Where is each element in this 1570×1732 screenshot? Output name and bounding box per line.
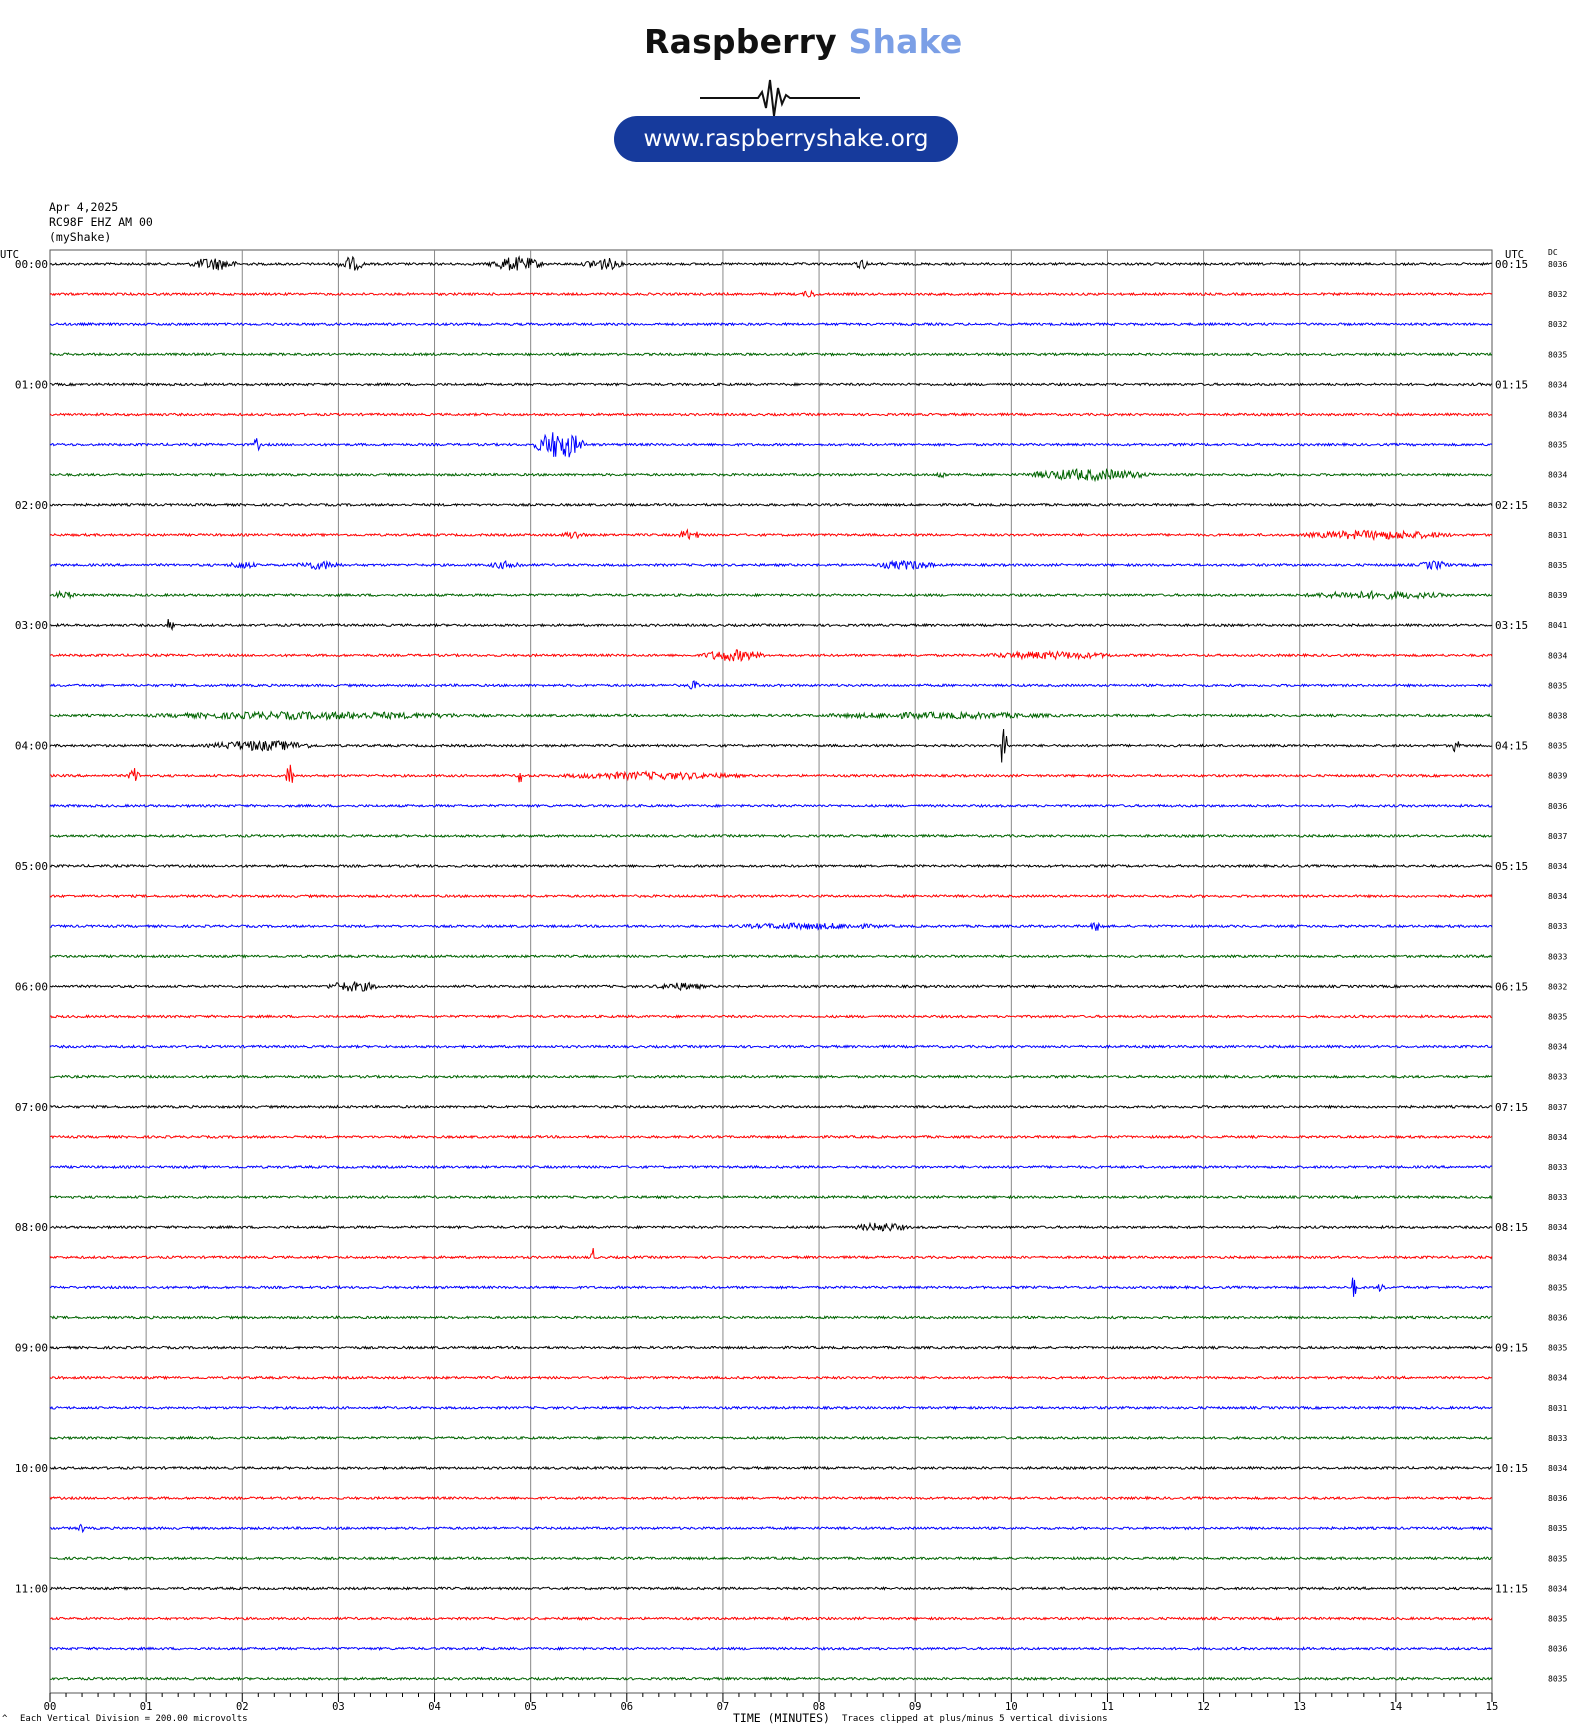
dc-value: 8036 (1548, 801, 1568, 811)
left-time-label: 09:00 (14, 1341, 48, 1355)
right-time-label: 03:15 (1495, 619, 1529, 633)
x-tick-label: 07 (716, 1701, 730, 1713)
trace-line (50, 1437, 1492, 1439)
dc-value: 8034 (1548, 651, 1568, 661)
trace-line (50, 561, 1492, 570)
dc-value: 8031 (1548, 530, 1568, 540)
trace-line (50, 1557, 1492, 1559)
dc-value: 8034 (1548, 892, 1568, 902)
left-time-label: 10:00 (14, 1462, 48, 1475)
trace-line (50, 591, 1492, 599)
trace-line (50, 619, 1492, 629)
left-time-label: 05:00 (14, 860, 48, 873)
right-time-label: 06:15 (1495, 980, 1529, 994)
trace-line (50, 291, 1492, 297)
dc-value: 8037 (1548, 831, 1568, 841)
trace-line (50, 1196, 1492, 1198)
dc-value: 8033 (1548, 922, 1568, 932)
trace-line (50, 353, 1492, 355)
right-time-label: 10:15 (1495, 1462, 1529, 1475)
x-tick-label: 00 (43, 1701, 57, 1713)
left-time-label: 02:00 (14, 498, 48, 512)
x-tick-label: 15 (1485, 1701, 1499, 1713)
dc-value: 8035 (1548, 440, 1568, 450)
trace-line (50, 1045, 1492, 1047)
x-tick-label: 04 (428, 1701, 441, 1713)
trace-line (50, 1015, 1492, 1017)
x-tick-label: 01 (139, 1701, 153, 1713)
trace-line (50, 383, 1492, 385)
dc-value: 8041 (1548, 621, 1568, 631)
trace-line (50, 765, 1492, 783)
dc-value: 8033 (1548, 952, 1568, 962)
trace-line (50, 681, 1492, 689)
x-tick-label: 12 (1197, 1701, 1210, 1713)
trace-line (50, 1377, 1492, 1379)
trace-line (50, 1076, 1492, 1078)
trace-line (50, 1223, 1492, 1231)
trace-line (50, 1617, 1492, 1619)
plot-frame (50, 250, 1492, 1693)
dc-value: 8034 (1548, 1253, 1568, 1263)
trace-line (50, 729, 1492, 763)
dc-value: 8036 (1548, 260, 1568, 269)
left-time-label: 06:00 (14, 980, 48, 994)
trace-line (50, 469, 1492, 480)
dc-value: 8036 (1548, 1644, 1568, 1654)
right-time-label: 00:15 (1495, 258, 1529, 271)
right-time-label: 08:15 (1495, 1221, 1529, 1235)
dc-value: 8036 (1548, 1494, 1568, 1504)
trace-line (50, 923, 1492, 931)
dc-value: 8035 (1548, 561, 1568, 570)
trace-line (50, 432, 1492, 457)
trace-line (50, 835, 1492, 837)
dc-value: 8036 (1548, 1313, 1568, 1323)
dc-value: 8039 (1548, 771, 1568, 781)
left-time-label: 03:00 (14, 619, 48, 633)
dc-value: 8034 (1548, 1132, 1568, 1142)
dc-value: 8035 (1548, 350, 1568, 360)
dc-value: 8034 (1548, 1584, 1568, 1594)
clipping-note: Traces clipped at plus/minus 5 vertical divisions (842, 1714, 1108, 1724)
trace-line (50, 712, 1492, 720)
dc-value: 8037 (1548, 1102, 1568, 1112)
dc-value: 8035 (1548, 741, 1568, 751)
trace-line (50, 1587, 1492, 1589)
x-tick-label: 02 (235, 1701, 249, 1713)
dc-value: 8034 (1548, 1042, 1568, 1052)
trace-line (50, 1106, 1492, 1108)
dc-value: 8033 (1548, 1163, 1568, 1172)
x-tick-label: 13 (1293, 1701, 1307, 1713)
x-axis-title: TIME (MINUTES) (733, 1711, 830, 1725)
dc-value: 8034 (1548, 380, 1568, 390)
left-time-label: 11:00 (14, 1582, 48, 1596)
left-time-label: 07:00 (14, 1100, 48, 1114)
x-tick-label: 09 (908, 1701, 922, 1713)
dc-value: 8034 (1548, 1373, 1568, 1383)
trace-line (50, 1525, 1492, 1532)
trace-line (50, 1467, 1492, 1469)
dc-value: 8035 (1548, 1343, 1568, 1353)
trace-line (50, 650, 1492, 661)
right-time-label: 07:15 (1495, 1100, 1529, 1114)
trace-line (50, 1407, 1492, 1409)
dc-value: 8034 (1548, 470, 1568, 480)
right-axis-title: UTC (1505, 249, 1524, 261)
trace-line (50, 257, 1492, 271)
left-time-label: 00:00 (14, 258, 48, 271)
x-tick-label: 03 (332, 1701, 345, 1713)
dc-value: 8032 (1548, 982, 1568, 992)
x-tick-label: 05 (524, 1701, 537, 1713)
dc-value: 8035 (1548, 1283, 1568, 1293)
trace-line (50, 805, 1492, 807)
trace-line (50, 530, 1492, 539)
dc-value: 8035 (1548, 1012, 1568, 1022)
dc-value: 8035 (1548, 1674, 1568, 1684)
right-time-label: 01:15 (1495, 378, 1529, 392)
dc-value: 8038 (1548, 711, 1568, 721)
trace-line (50, 865, 1492, 867)
trace-line (50, 1647, 1492, 1649)
dc-value: 8031 (1548, 1403, 1568, 1413)
trace-line (50, 895, 1492, 897)
dc-value: 8032 (1548, 290, 1568, 300)
logo-title-part2: Shake (848, 22, 963, 61)
logo-title-part1: Raspberry (644, 22, 837, 61)
right-time-label: 02:15 (1495, 498, 1529, 512)
dc-value: 8034 (1548, 410, 1568, 420)
left-time-label: 08:00 (14, 1221, 48, 1235)
footer-mark: ^ (2, 1714, 8, 1724)
chart-date: Apr 4,2025 (49, 200, 119, 214)
trace-line (50, 1346, 1492, 1348)
trace-line (50, 1678, 1492, 1680)
dc-title: DC (1548, 248, 1558, 257)
dc-value: 8034 (1548, 862, 1568, 871)
dc-value: 8033 (1548, 1433, 1568, 1443)
x-tick-label: 06 (620, 1701, 634, 1713)
left-time-label: 04:00 (14, 739, 48, 753)
dc-value: 8035 (1548, 1554, 1568, 1564)
dc-value: 8033 (1548, 1072, 1568, 1082)
left-axis-title: UTC (0, 249, 19, 261)
dc-value: 8034 (1548, 1464, 1568, 1473)
x-tick-label: 08 (812, 1701, 826, 1713)
website-url-badge[interactable]: www.raspberryshake.org (614, 116, 958, 162)
dc-value: 8032 (1548, 500, 1568, 510)
left-time-label: 01:00 (14, 378, 48, 392)
trace-line (50, 413, 1492, 415)
trace-line (50, 1497, 1492, 1499)
x-tick-label: 11 (1101, 1701, 1114, 1713)
trace-line (50, 1136, 1492, 1138)
dc-value: 8032 (1548, 320, 1568, 330)
dc-value: 8033 (1548, 1193, 1568, 1203)
station-id: RC98F EHZ AM 00 (49, 215, 153, 229)
trace-line (50, 955, 1492, 957)
trace-line (50, 504, 1492, 506)
trace-line (50, 1166, 1492, 1168)
dc-value: 8035 (1548, 681, 1568, 691)
right-time-label: 09:15 (1495, 1341, 1529, 1355)
right-time-label: 05:15 (1495, 860, 1529, 873)
dc-value: 8035 (1548, 1614, 1568, 1624)
x-tick-label: 10 (1005, 1701, 1018, 1713)
trace-line (50, 982, 1492, 992)
trace-line (50, 1278, 1492, 1297)
trace-line (50, 1248, 1492, 1258)
x-tick-label: 14 (1389, 1701, 1403, 1713)
data-source: (myShake) (49, 230, 112, 244)
right-time-label: 04:15 (1495, 739, 1529, 753)
vertical-division-note: Each Vertical Division = 200.00 microvolts (20, 1714, 248, 1724)
trace-line (50, 323, 1492, 325)
right-time-label: 11:15 (1495, 1582, 1529, 1596)
dc-value: 8039 (1548, 591, 1568, 601)
trace-line (50, 1316, 1492, 1318)
dc-value: 8035 (1548, 1524, 1568, 1534)
dc-value: 8034 (1548, 1223, 1568, 1233)
